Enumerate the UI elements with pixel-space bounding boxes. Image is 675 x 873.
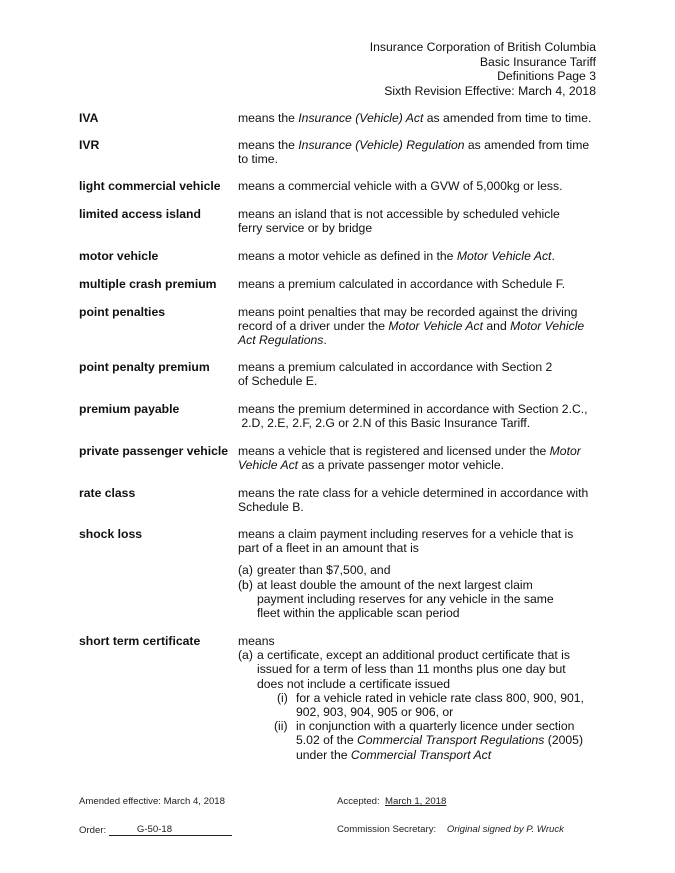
footer-accepted [337,796,446,807]
definition-text: means a commercial vehicle with a GVW of 5,000kg or less. [238,179,563,193]
header-tariff: Basic Insurance Tariff [479,54,596,69]
sub-list-item: (ii) in conjunction with a quarterly licence under section 5.02 of the Commercial Transport Regulations (2005) under the Commercial Transport Act [274,719,584,762]
term: point penalty premium [79,360,210,374]
term: point penalties [79,305,165,319]
term: multiple crash premium [79,277,217,291]
definition-text: means a claim payment including reserves for a vehicle that is part of a fleet in an amount that is (a) greater than $7,500, and (b) at least double the amount of the next largest claim payment including reserves for any vehicle in the same fleet within the applicable scan period [238,527,578,620]
accepted-date: March 1, 2018 [385,796,447,807]
order-line [109,824,232,836]
definition-text: means a vehicle that is registered and licensed under the Motor Vehicle Act as a private passenger motor vehicle. [238,444,581,473]
term: IVR [79,138,100,152]
definition-text: means a motor vehicle as defined in the Motor Vehicle Act. [238,249,555,263]
shock-loss-list [238,563,578,620]
sub-list-item: (i) for a vehicle rated in vehicle rate class 800, 900, 901, 902, 903, 904, 905 or 906, or [277,690,584,720]
header-revision: Sixth Revision Effective: March 4, 2018 [384,83,596,98]
term: shock loss [79,527,142,541]
term: rate class [79,486,136,500]
term: limited access island [79,207,201,221]
definition-text: means an island that is not accessible by scheduled vehicle ferry service or by bridge [238,207,560,236]
footer-order [79,824,232,836]
header-org: Insurance Corporation of British Columbia [369,40,596,54]
list-item: (a) greater than $7,500, and [238,563,391,578]
definition-text: means the Insurance (Vehicle) Regulation as amended from time to time. [238,138,590,167]
order-label: Order: [79,825,107,836]
secretary-label: Commission Secretary: [337,824,437,835]
list-item: (b) at least double the amount of the next largest claim payment including reserves for any vehicle in the same fleet within the applicable scan period [238,577,554,621]
order-value: G-50-18 [136,824,173,835]
list-item: (a) a certificate, except an additional product certificate that is issued for a term of less than 11 months plus one day but does not include a certificate issued [238,648,570,691]
term: private passenger vehicle [79,444,229,458]
footer-secretary [337,824,564,835]
definition-text: means (a) a certificate, except an additional product certificate that is issued for a term of less than 11 months plus one day but does not include a certificate issued (i) for a vehicle rated in vehicle rate class 800, 900, 901, 902, 903, 904, 905 or 906, or (ii) in conjunction with a quarterly licence under section 5.02 of the Commercial Transport Regulations (2005) under the Commercial Transport Act [238,634,590,762]
definition-text: means the Insurance (Vehicle) Act as amended from time to time. [238,111,592,125]
footer-amended: Amended effective: March 4, 2018 [79,796,225,807]
term: premium payable [79,402,180,416]
term: IVA [79,111,99,125]
term: short term certificate [79,634,201,648]
secretary-signature: Original signed by P. Wruck [446,824,564,835]
definition-text: means the rate class for a vehicle determined in accordance with Schedule B. [238,486,589,515]
accepted-label: Accepted: [337,796,380,807]
definition-text: means point penalties that may be recorded against the driving record of a driver under the Motor Vehicle Act and Motor Vehicle Act Regulations. [238,305,585,348]
header-page: Definitions Page 3 [497,69,596,83]
definition-text: means a premium calculated in accordance with Section 2 of Schedule E. [238,360,553,389]
definition-text: means a premium calculated in accordance with Schedule F. [238,277,566,291]
definition-text: means the premium determined in accordance with Section 2.C., 2.D, 2.E, 2.F, 2.G or 2.N of this Basic Insurance Tariff. [238,402,588,431]
term: motor vehicle [79,249,159,263]
document-header [370,40,596,98]
term: light commercial vehicle [79,179,221,193]
